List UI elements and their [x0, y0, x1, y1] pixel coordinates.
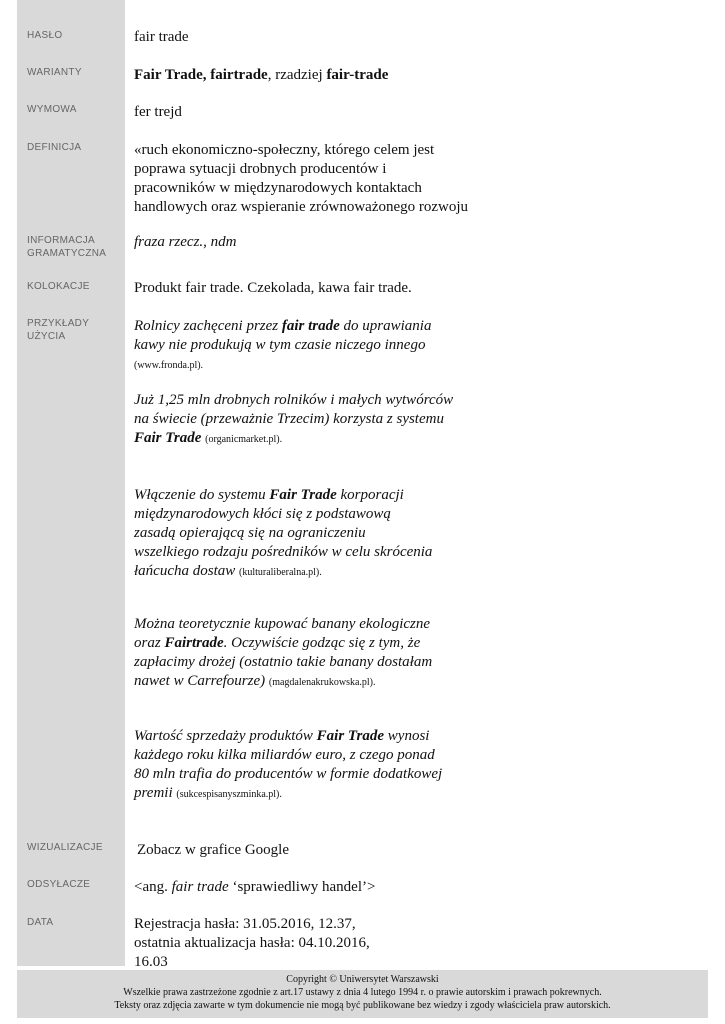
example-source: (www.fronda.pl).: [134, 360, 204, 371]
usage-example: Włączenie do systemu Fair Trade korporacji międzynarodowych kłóci się z podstawową zasadą opierającą się na ograniczeniu wszelkiego rodzaju pośredników w celu skrócenia łańcucha dostaw (kulturaliberalna.pl).: [134, 487, 433, 579]
label-przyklady: PRZYKŁADY UŻYCIA: [27, 318, 89, 342]
definition: «ruch ekonomiczno-społeczny, którego celem jest poprawa sytuacji drobnych producentów i pracowników w międzynarodowych kontaktach handlowych oraz wspieranie zrównoważonego rozwoju: [134, 142, 469, 215]
label-data: DATA: [27, 917, 54, 928]
pronunciation: fer trejd: [134, 104, 182, 120]
example-term: fair trade: [281, 318, 340, 334]
variant-separator: , rzadziej: [267, 67, 327, 83]
example-source: (magdalenakrukowska.pl).: [268, 677, 376, 688]
cross-reference: <ang. fair trade ‘sprawiedliwy handel’>: [134, 879, 376, 895]
usage-example: Już 1,25 mln drobnych rolników i małych wytwórców na świecie (przeważnie Trzecim) korzysta z systemu Fair Trade (organicmarket.pl).: [134, 392, 454, 446]
label-wizualizacje: WIZUALIZACJE: [27, 842, 103, 853]
variants: [134, 66, 474, 85]
google-images-link[interactable]: Zobacz w grafice Google: [137, 842, 290, 858]
footer-rights: Wszelkie prawa zastrzeżone zgodnie z art.17 ustawy z dnia 4 lutego 1994 r. o prawie autorskim i prawach pokrewnych.: [123, 987, 602, 998]
label-warianty: WARIANTY: [27, 67, 82, 78]
example-term: Fairtrade: [164, 635, 224, 651]
footer-notice: Teksty oraz zdjęcia zawarte w tym dokumencie nie mogą być publikowane bez wiedzy i zgody właściciela praw autorskich.: [114, 1000, 611, 1011]
variant-secondary: fair-trade: [326, 67, 389, 83]
label-definicja: DEFINICJA: [27, 142, 82, 153]
label-wymowa: WYMOWA: [27, 104, 77, 115]
usage-example: Można teoretycznie kupować banany ekologiczne oraz Fairtrade. Oczywiście godząc się z tym, że zapłacimy drożej (ostatnio takie banany dostałam nawet w Carrefourze) (magdalenakrukowska.pl).: [134, 616, 433, 689]
variant-primary: Fair Trade, fairtrade: [134, 67, 268, 83]
example-term: Fair Trade: [269, 487, 337, 503]
example-source: (kulturaliberalna.pl).: [239, 567, 322, 578]
example-source: (organicmarket.pl).: [205, 434, 283, 445]
usage-example: Rolnicy zachęceni przez fair trade do uprawiania kawy nie produkują w tym czasie niczego innego (www.fronda.pl).: [134, 318, 432, 371]
label-odsylacze: ODSYŁACZE: [27, 879, 91, 890]
example-term: Fair Trade: [316, 728, 385, 744]
example-term: Fair Trade: [134, 430, 202, 446]
headword: fair trade: [134, 29, 189, 45]
example-source: (sukcespisanyszminka.pl).: [176, 789, 282, 800]
collocations: Produkt fair trade. Czekolada, kawa fair trade.: [134, 280, 412, 296]
usage-example: Wartość sprzedaży produktów Fair Trade wynosi każdego roku kilka miliardów euro, z czego ponad 80 mln trafia do producentów w formie dodatkowej premii (sukcespisanyszminka.pl).: [134, 728, 443, 801]
label-haslo: HASŁO: [27, 30, 63, 41]
copyright-footer: [17, 970, 708, 1018]
label-informacja: INFORMACJA GRAMATYCZNA: [27, 235, 107, 259]
cross-reference-term: fair trade: [171, 879, 229, 895]
footer-copyright: Copyright © Uniwersytet Warszawski: [286, 974, 439, 985]
entry-dates: Rejestracja hasła: 31.05.2016, 12.37, ostatnia aktualizacja hasła: 04.10.2016, 16.03: [134, 916, 370, 970]
grammar-info: fraza rzecz., ndm: [134, 234, 237, 250]
label-kolokacje: KOLOKACJE: [27, 281, 90, 292]
